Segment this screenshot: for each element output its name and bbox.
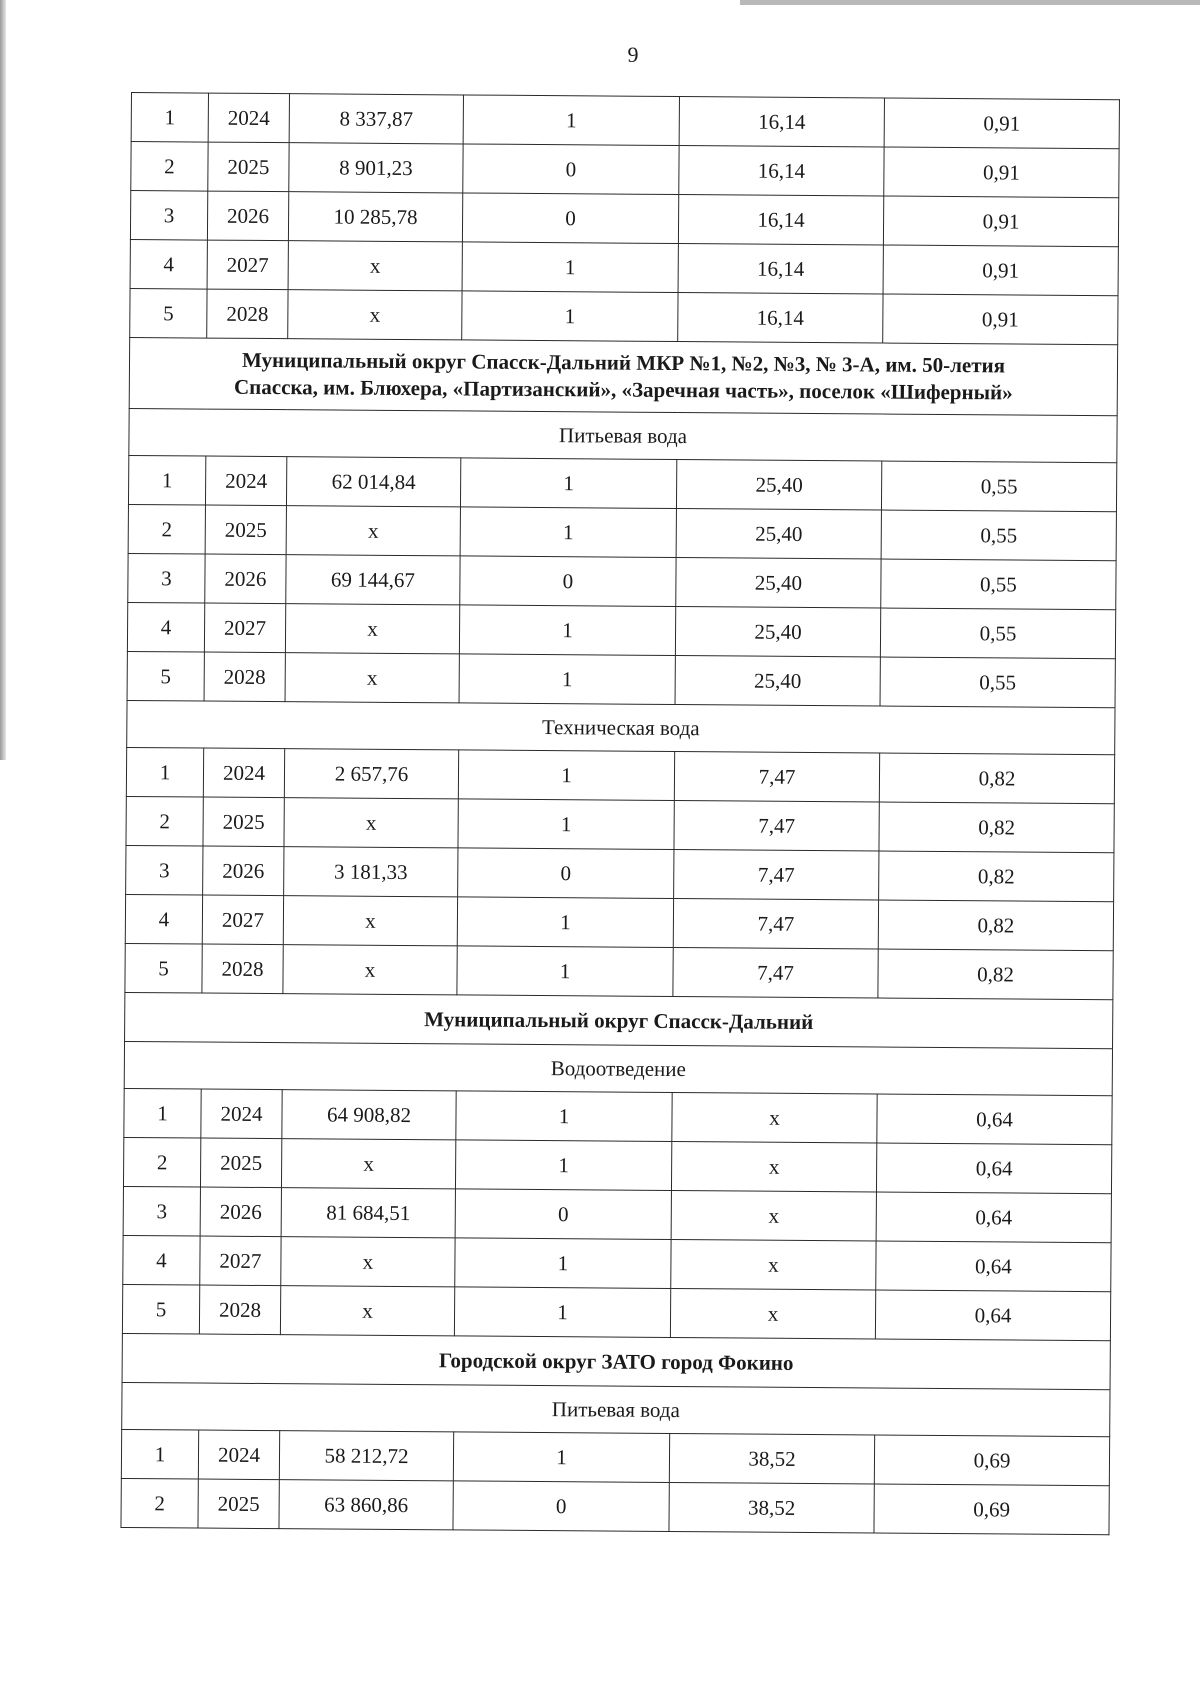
indicator-a-cell: 7,47 <box>673 947 878 998</box>
indicator-a-cell: x <box>670 1288 875 1339</box>
row-number-cell: 5 <box>127 651 204 701</box>
row-number-cell: 2 <box>121 1478 198 1528</box>
year-cell: 2026 <box>203 846 284 896</box>
row-number-cell: 2 <box>123 1137 200 1187</box>
scan-edge-left <box>0 0 6 760</box>
value-cell: 3 181,33 <box>284 847 458 897</box>
indicator-b-cell: 0,69 <box>874 1484 1109 1535</box>
flag-cell: 0 <box>462 193 678 244</box>
value-cell: x <box>280 1286 454 1336</box>
flag-cell: 0 <box>463 144 679 195</box>
table-row <box>125 943 1113 999</box>
value-cell: x <box>288 241 462 291</box>
indicator-b-cell: 0,64 <box>875 1290 1110 1341</box>
group-header-cell <box>122 1333 1110 1389</box>
flag-cell: 0 <box>460 556 676 607</box>
flag-cell: 0 <box>458 848 674 899</box>
row-number-cell: 3 <box>130 191 207 241</box>
indicator-a-cell: 25,40 <box>676 558 881 609</box>
row-number-cell: 2 <box>131 142 208 192</box>
indicator-a-cell: 16,14 <box>678 244 883 295</box>
year-cell: 2027 <box>204 603 285 653</box>
value-cell: x <box>283 945 457 995</box>
flag-cell: 1 <box>459 654 675 705</box>
flag-cell: 1 <box>460 507 676 558</box>
indicator-a-cell: 25,40 <box>675 656 880 707</box>
table-row <box>122 1284 1110 1340</box>
indicator-a-cell: 25,40 <box>676 460 881 511</box>
value-cell: x <box>281 1237 455 1287</box>
row-number-cell: 1 <box>128 455 205 505</box>
value-cell: x <box>281 1139 455 1189</box>
row-number-cell: 3 <box>128 553 205 603</box>
row-number-cell: 4 <box>127 602 204 652</box>
flag-cell: 1 <box>457 897 673 948</box>
year-cell: 2028 <box>204 652 285 702</box>
table-row <box>131 142 1119 198</box>
section-header-row <box>124 1041 1112 1095</box>
year-cell: 2025 <box>205 505 286 555</box>
indicator-a-cell: 38,52 <box>669 1433 874 1484</box>
indicator-b-cell: 0,55 <box>881 510 1116 561</box>
section-title: Питьевая вода <box>129 408 1117 462</box>
table-body <box>121 93 1119 1535</box>
indicator-b-cell: 0,64 <box>877 1094 1112 1145</box>
row-number-cell: 3 <box>126 845 203 895</box>
group-header-row <box>122 1333 1110 1389</box>
flag-cell: 1 <box>457 946 673 997</box>
table-row <box>130 288 1118 344</box>
flag-cell: 1 <box>454 1287 670 1338</box>
indicator-a-cell: 16,14 <box>678 293 883 344</box>
indicator-a-cell: 7,47 <box>674 752 879 803</box>
section-header-row <box>129 408 1117 462</box>
year-cell: 2026 <box>207 191 288 241</box>
section-title: Техническая вода <box>127 700 1115 754</box>
table-row <box>125 894 1113 950</box>
indicator-b-cell: 0,64 <box>876 1241 1111 1292</box>
value-cell: x <box>286 506 460 556</box>
section-title: Питьевая вода <box>122 1382 1110 1436</box>
table-row <box>123 1186 1111 1242</box>
section-title: Водоотведение <box>124 1041 1112 1095</box>
table-row <box>123 1235 1111 1291</box>
row-number-cell: 4 <box>123 1235 200 1285</box>
section-header-row <box>122 1382 1110 1436</box>
indicator-b-cell: 0,91 <box>884 147 1119 198</box>
year-cell: 2024 <box>208 93 289 143</box>
year-cell: 2025 <box>198 1479 279 1529</box>
indicator-a-cell: 7,47 <box>673 898 878 949</box>
year-cell: 2026 <box>200 1187 281 1237</box>
value-cell: 10 285,78 <box>288 192 462 242</box>
row-number-cell: 2 <box>128 504 205 554</box>
row-number-cell: 5 <box>122 1284 199 1334</box>
indicator-a-cell: 16,14 <box>679 146 884 197</box>
value-cell: x <box>285 653 459 703</box>
year-cell: 2028 <box>202 944 283 994</box>
group-header-row <box>125 992 1113 1048</box>
indicator-b-cell: 0,82 <box>879 802 1114 853</box>
row-number-cell: 1 <box>131 93 208 143</box>
row-number-cell: 4 <box>125 894 202 944</box>
row-number-cell: 5 <box>130 288 207 338</box>
flag-cell: 1 <box>462 242 678 293</box>
table-row <box>128 504 1116 560</box>
year-cell: 2025 <box>208 142 289 192</box>
indicator-a-cell: 7,47 <box>674 801 879 852</box>
indicator-a-cell: x <box>671 1190 876 1241</box>
flag-cell: 1 <box>458 799 674 850</box>
indicator-b-cell: 0,91 <box>883 245 1118 296</box>
year-cell: 2027 <box>202 895 283 945</box>
row-number-cell: 1 <box>124 1088 201 1138</box>
indicator-a-cell: 25,40 <box>675 607 880 658</box>
group-header-cell <box>129 337 1117 415</box>
group-header-line: Городской округ ЗАТО город Фокино <box>438 1347 794 1375</box>
year-cell: 2026 <box>205 554 286 604</box>
indicator-b-cell: 0,91 <box>883 196 1118 247</box>
row-number-cell: 1 <box>126 747 203 797</box>
year-cell: 2028 <box>199 1285 280 1335</box>
table-row <box>121 1478 1109 1534</box>
indicator-a-cell: 38,52 <box>669 1482 874 1533</box>
flag-cell: 1 <box>460 458 676 509</box>
value-cell: x <box>284 798 458 848</box>
indicator-b-cell: 0,82 <box>879 851 1114 902</box>
row-number-cell: 4 <box>130 239 207 289</box>
year-cell: 2025 <box>203 797 284 847</box>
table-row <box>131 93 1119 149</box>
value-cell: 81 684,51 <box>281 1188 455 1238</box>
value-cell: 69 144,67 <box>286 555 460 605</box>
value-cell: x <box>288 290 462 340</box>
table-row <box>130 191 1118 247</box>
group-header-row <box>129 337 1117 415</box>
value-cell: 2 657,76 <box>284 749 458 799</box>
flag-cell: 1 <box>458 750 674 801</box>
indicator-a-cell: 25,40 <box>676 509 881 560</box>
indicator-b-cell: 0,55 <box>881 461 1116 512</box>
indicator-b-cell: 0,64 <box>876 1192 1111 1243</box>
year-cell: 2025 <box>200 1138 281 1188</box>
value-cell: 62 014,84 <box>286 457 460 507</box>
flag-cell: 1 <box>456 1091 672 1142</box>
year-cell: 2024 <box>203 748 284 798</box>
value-cell: x <box>285 604 459 654</box>
value-cell: 8 337,87 <box>289 94 463 144</box>
table-row <box>124 1088 1112 1144</box>
table-row <box>123 1137 1111 1193</box>
indicator-b-cell: 0,64 <box>876 1143 1111 1194</box>
group-header-cell <box>125 992 1113 1048</box>
table-row <box>130 239 1118 295</box>
group-header-line: Муниципальный округ Спасск-Дальний <box>424 1006 814 1034</box>
value-cell: 63 860,86 <box>279 1480 453 1530</box>
tariff-table <box>120 92 1119 1535</box>
page-number: 9 <box>627 42 639 67</box>
year-cell: 2027 <box>200 1236 281 1286</box>
scan-edge-top <box>740 0 1200 5</box>
indicator-a-cell: x <box>672 1092 877 1143</box>
indicator-a-cell: 16,14 <box>678 195 883 246</box>
row-number-cell: 1 <box>121 1429 198 1479</box>
flag-cell: 1 <box>463 95 679 146</box>
table-row <box>126 845 1114 901</box>
table-row <box>128 553 1116 609</box>
indicator-a-cell: 16,14 <box>679 97 884 148</box>
table-row <box>126 747 1114 803</box>
row-number-cell: 2 <box>126 796 203 846</box>
flag-cell: 1 <box>455 1238 671 1289</box>
flag-cell: 0 <box>455 1189 671 1240</box>
indicator-b-cell: 0,82 <box>879 753 1114 804</box>
table-row <box>128 455 1116 511</box>
indicator-a-cell: 7,47 <box>674 850 879 901</box>
row-number-cell: 3 <box>123 1186 200 1236</box>
flag-cell: 1 <box>462 291 678 342</box>
row-number-cell: 5 <box>125 943 202 993</box>
indicator-b-cell: 0,82 <box>878 900 1113 951</box>
section-header-row <box>127 700 1115 754</box>
flag-cell: 1 <box>459 605 675 656</box>
value-cell: 64 908,82 <box>282 1090 456 1140</box>
indicator-b-cell: 0,55 <box>880 608 1115 659</box>
year-cell: 2024 <box>198 1430 279 1480</box>
flag-cell: 0 <box>453 1481 669 1532</box>
table-row <box>127 602 1115 658</box>
group-header-line: Муниципальный округ Спасск-Дальний МКР №1, №2, №3, № 3-А, им. 50-летия <box>241 347 1006 378</box>
year-cell: 2028 <box>207 289 288 339</box>
flag-cell: 1 <box>453 1432 669 1483</box>
group-header-line: Спасска, им. Блюхера, «Партизанский», «Заречная часть», поселок «Шиферный» <box>233 374 1013 405</box>
year-cell: 2024 <box>201 1089 282 1139</box>
table-row <box>121 1429 1109 1485</box>
indicator-b-cell: 0,82 <box>878 949 1113 1000</box>
flag-cell: 1 <box>455 1140 671 1191</box>
year-cell: 2027 <box>207 240 288 290</box>
value-cell: x <box>283 896 457 946</box>
indicator-a-cell: x <box>671 1239 876 1290</box>
indicator-a-cell: x <box>671 1141 876 1192</box>
indicator-b-cell: 0,55 <box>880 657 1115 708</box>
table-row <box>127 651 1115 707</box>
value-cell: 8 901,23 <box>289 143 463 193</box>
indicator-b-cell: 0,91 <box>884 98 1119 149</box>
year-cell: 2024 <box>205 456 286 506</box>
table-row <box>126 796 1114 852</box>
value-cell: 58 212,72 <box>279 1431 453 1481</box>
indicator-b-cell: 0,91 <box>883 294 1118 345</box>
indicator-b-cell: 0,69 <box>874 1435 1109 1486</box>
indicator-b-cell: 0,55 <box>881 559 1116 610</box>
